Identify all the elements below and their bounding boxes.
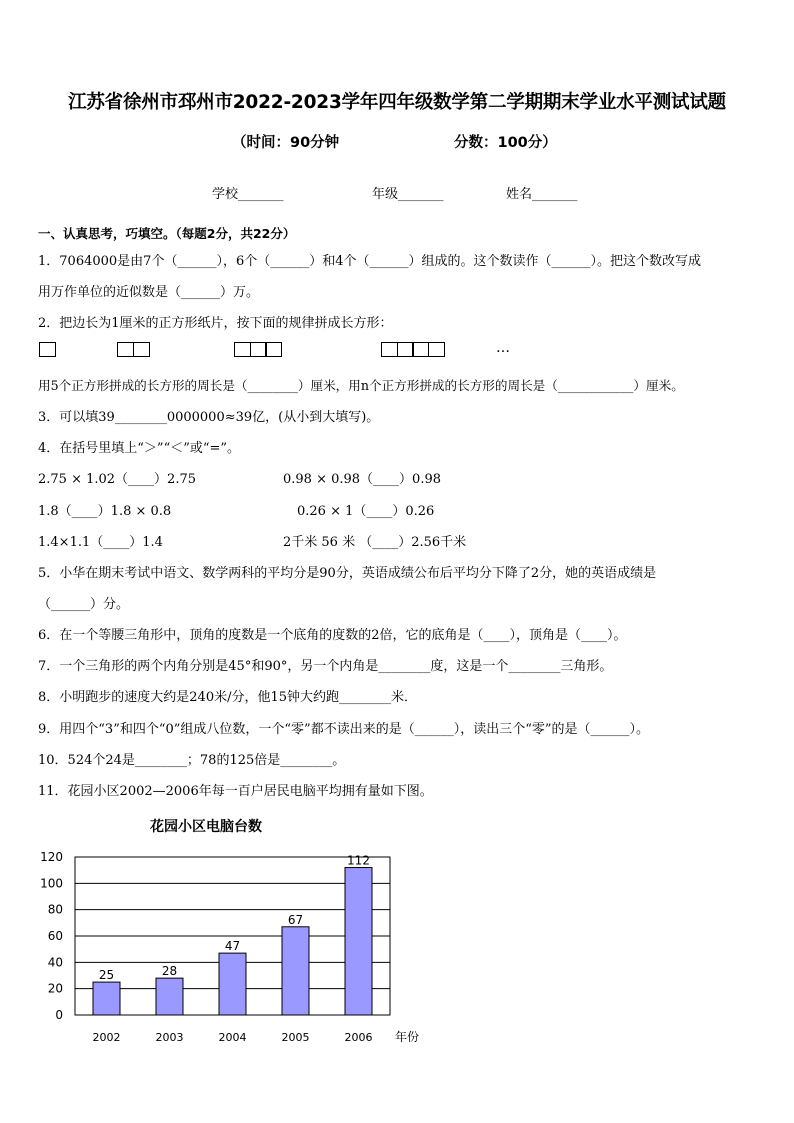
x-tick-label: 2003 (155, 1031, 184, 1044)
data-label: 47 (224, 939, 241, 954)
section-heading: 一、认真思考，巧填空。（每题2分，共22分） (38, 226, 296, 241)
bar (345, 868, 372, 1015)
question-9: 9．用四个“3”和四个“0”组成八位数，一个“零”都不读出来的是（______），读出三个“零”的是（______）。 (38, 722, 649, 737)
bar (93, 982, 120, 1015)
x-tick-label: 2006 (344, 1031, 373, 1044)
y-tick-label: 40 (47, 955, 63, 970)
y-tick-label: 20 (47, 981, 63, 996)
bar (219, 953, 246, 1015)
y-tick-label: 0 (55, 1008, 63, 1022)
question-4: 4．在括号里填上“＞”“＜”或“=”。 (38, 441, 241, 456)
page-title: 江苏省徐州市邳州市2022-2023学年四年级数学第二学期期末学业水平测试试题 (68, 92, 726, 113)
question-10: 10．524个24是________；78的125倍是________。 (38, 753, 346, 768)
bar (282, 927, 309, 1015)
question-5-line-1: 5．小华在期末考试中语文、数学两科的平均分是90分，英语成绩公布后平均分下降了2分，她的英语成绩是 (38, 566, 657, 581)
question-6: 6．在一个等腰三角形中，顶角的度数是一个底角的度数的2倍，它的底角是（____），顶角是（____）。 (38, 628, 627, 643)
question-1-line-2: 用万作单位的近似数是（______）万。 (38, 285, 260, 300)
question-5-line-2: （______）分。 (38, 597, 130, 612)
data-label: 28 (161, 964, 178, 979)
square-pattern-4 (381, 342, 445, 357)
compare-item-6: 2千米 56 米 （____）2.56千米 (283, 535, 467, 550)
name-field: 姓名_______ (506, 187, 578, 202)
question-2: 2．把边长为1厘米的正方形纸片，按下面的规律拼成长方形： (38, 316, 393, 331)
y-tick-label: 80 (47, 902, 63, 917)
square-pattern-2 (117, 342, 150, 357)
compare-item-1: 2.75 × 1.02（____）2.75 (38, 472, 196, 487)
x-axis-label: 年份 (395, 1030, 420, 1044)
compare-item-3: 1.8（____）1.8 × 0.8 (38, 504, 172, 519)
question-2-line-2: 用5个正方形拼成的长方形的周长是（________）厘米，用n个正方形拼成的长方形的周长是（____________）厘米。 (38, 378, 684, 393)
data-label: 112 (347, 853, 370, 868)
x-tick-label: 2005 (281, 1031, 310, 1044)
question-8: 8．小明跑步的速度大约是240米/分，他15钟大约跑________米． (38, 690, 418, 705)
bar (156, 978, 183, 1015)
x-tick-label: 2002 (92, 1031, 121, 1044)
question-11: 11．花园小区2002—2006年每一百户居民电脑平均拥有量如下图。 (38, 784, 433, 799)
grade-field: 年级_______ (372, 187, 444, 202)
question-1-line-1: 1．7064000是由7个（______），6个（______）和4个（______）组成的。这个数读作（______）。把这个数改写成 (38, 254, 701, 269)
school-field: 学校_______ (212, 187, 284, 202)
y-tick-label: 60 (47, 929, 63, 943)
compare-item-2: 0.98 × 0.98（____）0.98 (283, 472, 441, 487)
pattern-ellipsis: … (496, 340, 510, 356)
bar-chart (30, 840, 450, 1055)
chart-title: 花园小区电脑台数 (150, 819, 262, 835)
exam-score: 分数：100分） (454, 135, 557, 151)
data-label: 67 (287, 912, 304, 927)
x-tick-label: 2004 (218, 1031, 247, 1044)
compare-item-5: 1.4×1.1（____）1.4 (38, 535, 163, 550)
compare-item-4: 0.26 × 1（____）0.26 (297, 504, 435, 519)
y-tick-label: 120 (40, 850, 63, 864)
exam-time: （时间：90分钟 (232, 135, 340, 151)
square-pattern-3 (234, 342, 282, 357)
y-tick-label: 100 (40, 876, 63, 891)
question-7: 7．一个三角形的两个内角分别是45°和90°，另一个内角是________度，这是一个________三角形。 (38, 659, 613, 674)
data-label: 25 (98, 968, 115, 983)
question-3: 3．可以填39________0000000≈39亿，(从小到大填写)。 (38, 410, 380, 425)
square-pattern-1 (39, 342, 56, 357)
